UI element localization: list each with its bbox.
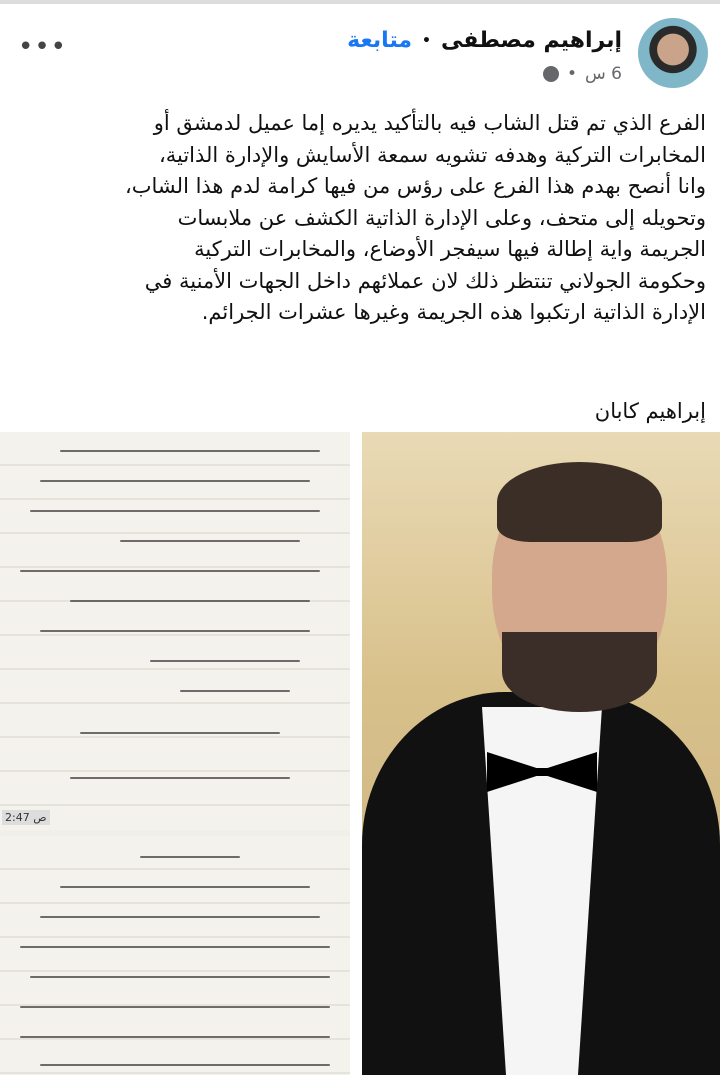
victim-photo[interactable] [362,432,720,1075]
document-page-bottom [0,836,350,1075]
post-signature: إبراهيم كابان [594,399,706,423]
text-line: الفرع الذي تم قتل الشاب فيه بالتأكيد يديره إما عميل لدمشق أو [153,111,706,135]
text-line: المخابرات التركية وهدفه تشويه سمعة الأسايش والإدارة الذاتية، [158,142,706,167]
handwritten-document-image[interactable] [0,432,350,1075]
separator-dot: • [566,64,578,84]
globe-icon [543,66,559,82]
text-line: وحكومة الجولاني تنتظر ذلك لان عملائهم داخل الجهات الأمنية في [144,268,706,293]
more-options-button[interactable]: ••• [18,32,68,62]
text-line: الإدارة الذاتية ارتكبوا هذه الجريمة وغيرها عشرات الجرائم. [201,300,706,324]
follow-button[interactable]: متابعة [347,28,413,53]
post-time[interactable]: 6 س [585,64,622,84]
separator-dot: • [422,32,431,49]
image-timestamp: 2:47 ص [2,810,50,825]
post-text [14,108,706,329]
author-avatar[interactable] [638,18,708,88]
beard [502,632,657,712]
author-name[interactable]: إبراهيم مصطفى [441,28,622,53]
post-header [0,14,720,94]
text-line: الجريمة واية إطالة فيها سيفجر الأوضاع، والمخابرات التركية [194,237,706,261]
text-line: وانا أنصح بهدم هذا الفرع على رؤس من فيها كرامة لدم هذا الشاب، [124,174,706,198]
text-line: وتحويله إلى متحف، وعلى الإدارة الذاتية الكشف عن ملابسات [177,205,706,230]
hair [497,462,662,542]
document-page-top [0,432,350,830]
